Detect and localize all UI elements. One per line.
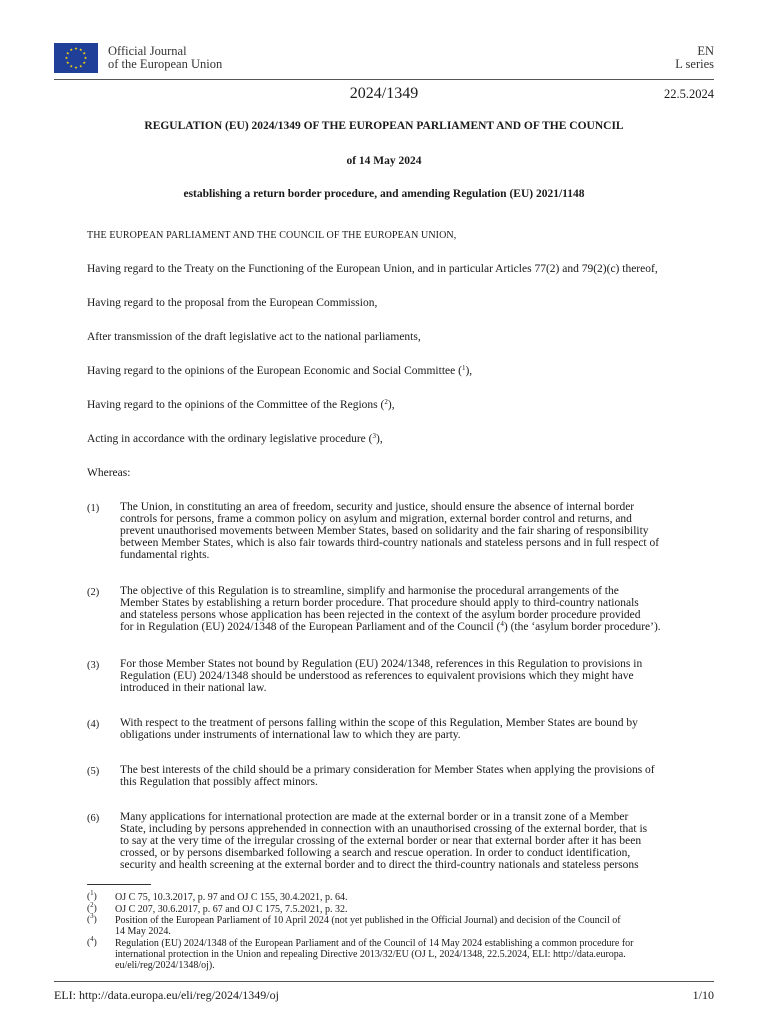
preamble-eesc-text: Having regard to the opinions of the European Economic and Social Committee [87, 365, 456, 377]
whereas-label: Whereas: [87, 467, 131, 479]
recital-line: obligations under instruments of international law to which they are party. [120, 729, 461, 741]
recital-line: and stateless persons whose application has been rejected in the context of the asylum border procedure provided [120, 609, 641, 621]
recital-line-text: for in Regulation (EU) 2024/1348 of the European Parliament and of the Council [120, 621, 494, 633]
footer-divider [54, 981, 714, 982]
footnote-line: international protection in the Union and repealing Directive 2013/32/EU (OJ L, 2024/1348, 22.5.2024, ELI: http://data.europa. [115, 949, 626, 960]
footnote-line: Position of the European Parliament of 10 April 2024 (not yet published in the Official Journal) and decision of the Council of [115, 915, 621, 926]
recital-line: Many applications for international protection are made at the external border or in a transit zone of a Member [120, 811, 629, 823]
footnote-text [115, 938, 682, 971]
footnote-text [115, 915, 682, 937]
preamble-authors: THE EUROPEAN PARLIAMENT AND THE COUNCIL OF THE EUROPEAN UNION, [87, 230, 457, 241]
eu-star-icon [65, 56, 68, 59]
recital-number: (5) [87, 766, 100, 777]
eu-stars-icon [54, 43, 98, 73]
recital-number: (2) [87, 587, 100, 598]
recital-text [120, 717, 682, 741]
eu-star-icon [74, 66, 77, 69]
eu-star-icon [83, 61, 86, 64]
footnote-number-value: 1 [90, 889, 94, 897]
eu-star-icon [70, 65, 73, 68]
preamble-transmission: After transmission of the draft legislative act to the national parliaments, [87, 331, 421, 343]
preamble-cor: Having regard to the opinions of the Committee of the Regions ($^2$), [87, 398, 395, 411]
recital-text [120, 764, 682, 788]
footnote-ref-4[interactable]: 4 [500, 620, 504, 628]
footnote-line: Regulation (EU) 2024/1348 of the European Parliament and of the Council of 14 May 2024 establishing a common procedure for [115, 938, 634, 949]
series-label: L series [675, 57, 714, 71]
footnote-number: ($^1$) [87, 889, 97, 902]
recital-line: fundamental rights. [120, 549, 210, 561]
preamble-proposal: Having regard to the proposal from the European Commission, [87, 297, 378, 309]
footnote-number: ($^2$) [87, 901, 97, 914]
footnote-number: ($^3$) [87, 912, 97, 925]
eli-link[interactable]: ELI: http://data.europa.eu/eli/reg/2024/1349/oj [54, 988, 279, 1002]
recital-line: Regulation (EU) 2024/1348 should be understood as references to equivalent provisions which they might have [120, 670, 634, 682]
footnote-number-value: 4 [90, 935, 94, 943]
recital-text [120, 811, 682, 871]
footnote-ref-3[interactable]: 3 [372, 432, 376, 440]
recital-line-suffix: ) (the ‘asylum border procedure’). [503, 621, 661, 633]
recital-number: (4) [87, 719, 100, 730]
regulation-date: of 14 May 2024 [346, 155, 422, 167]
recital-number: (6) [87, 813, 100, 824]
recital-number: (1) [87, 503, 100, 514]
header-divider [54, 79, 714, 80]
eu-star-icon [79, 48, 82, 51]
recital-line: this Regulation that possibly affect minors. [120, 776, 318, 788]
footnote-ref-2[interactable]: 2 [384, 398, 388, 406]
recital-text [120, 585, 682, 633]
journal-title-line2: of the European Union [108, 57, 223, 71]
recital-line: Member States by establishing a return border procedure. That procedure should apply to third-country nationals [120, 597, 639, 609]
preamble-eesc-suffix: ), [465, 365, 473, 377]
recital-line: controls for persons, frame a common policy on asylum and migration, external border control and returns, and [120, 513, 632, 525]
recital-line: The best interests of the child should be a primary consideration for Member States when applying the provisions of [120, 764, 655, 776]
footnote-number-value: 3 [90, 912, 94, 920]
header-meta [675, 45, 714, 71]
recital-line: between Member States, which is also fair towards third-country nationals and stateless persons and in full respect of [120, 537, 660, 549]
recital-text [120, 658, 682, 694]
preamble-procedure-text: Acting in accordance with the ordinary legislative procedure [87, 433, 366, 445]
regulation-title: REGULATION (EU) 2024/1349 OF THE EUROPEAN PARLIAMENT AND OF THE COUNCIL [144, 120, 624, 132]
preamble-cor-text: Having regard to the opinions of the Committee of the Regions [87, 399, 378, 411]
eu-star-icon [66, 52, 69, 55]
journal-title-line1: Official Journal [108, 44, 187, 58]
preamble-procedure: Acting in accordance with the ordinary legislative procedure ($^3$), [87, 432, 383, 445]
footnote-line: eu/eli/reg/2024/1348/oj). [115, 960, 215, 971]
eu-flag-logo [54, 43, 98, 73]
document-date: 22.5.2024 [664, 87, 714, 101]
footnote-divider [87, 884, 151, 885]
footnote-number: ($^4$) [87, 935, 97, 948]
page-number: 1/10 [692, 988, 714, 1002]
regulation-subject: establishing a return border procedure, and amending Regulation (EU) 2021/1148 [183, 188, 585, 200]
preamble-cor-suffix: ), [387, 399, 395, 411]
footnote-line: 14 May 2024. [115, 926, 171, 937]
eu-star-icon [74, 47, 77, 50]
recital-line: introduced in their national law. [120, 682, 267, 694]
footnote-text: OJ C 75, 10.3.2017, p. 97 and OJ C 155, 30.4.2021, p. 64. [115, 892, 348, 903]
eu-star-icon [83, 52, 86, 55]
recital-line: for in Regulation (EU) 2024/1348 of the European Parliament and of the Council ($^4$) (the ‘asylum border procedure’). [120, 620, 661, 633]
recital-line: The Union, in constituting an area of freedom, security and justice, should ensure the absence of internal border [120, 501, 635, 513]
recital-line: crossed, or by persons disembarked following a search and rescue operation. In order to conduct identification, [120, 847, 631, 859]
footnote-ref-1[interactable]: 1 [461, 364, 466, 372]
recital-line: to say at the very time of the irregular crossing of the external border or near that external border after it has been [120, 835, 642, 847]
recital-line: The objective of this Regulation is to streamline, simplify and harmonise the procedural arrangements of the [120, 585, 619, 597]
eu-star-icon [70, 48, 73, 51]
language-code: EN [697, 44, 714, 58]
journal-title [108, 45, 222, 71]
recital-line: With respect to the treatment of persons falling within the scope of this Regulation, Member States are bound by [120, 717, 638, 729]
recital-text [120, 501, 682, 561]
preamble-eesc: Having regard to the opinions of the European Economic and Social Committee ($^1$), [87, 364, 473, 377]
recital-line: security and health screening at the external border and to direct the third-country nationals and stateless persons [120, 859, 639, 871]
recital-number: (3) [87, 660, 100, 671]
recital-line: State, including by persons apprehended in connection with an unauthorised crossing of the external border, that is [120, 823, 648, 835]
preamble-procedure-suffix: ), [375, 433, 383, 445]
recital-line: prevent unauthorised movements between Member States, based on solidarity and the fair sharing of responsibility [120, 525, 649, 537]
recital-line: For those Member States not bound by Regulation (EU) 2024/1348, references in this Regulation to provisions in [120, 658, 643, 670]
footnote-text: OJ C 207, 30.6.2017, p. 67 and OJ C 175, 7.5.2021, p. 32. [115, 904, 348, 915]
eu-star-icon [84, 56, 87, 59]
document-number: 2024/1349 [349, 85, 419, 102]
eu-star-icon [66, 61, 69, 64]
eu-star-icon [79, 65, 82, 68]
footnote-number-value: 2 [90, 901, 94, 909]
preamble-treaty: Having regard to the Treaty on the Functioning of the European Union, and in particular Articles 77(2) and 79(2)(c) thereof, [87, 263, 658, 275]
